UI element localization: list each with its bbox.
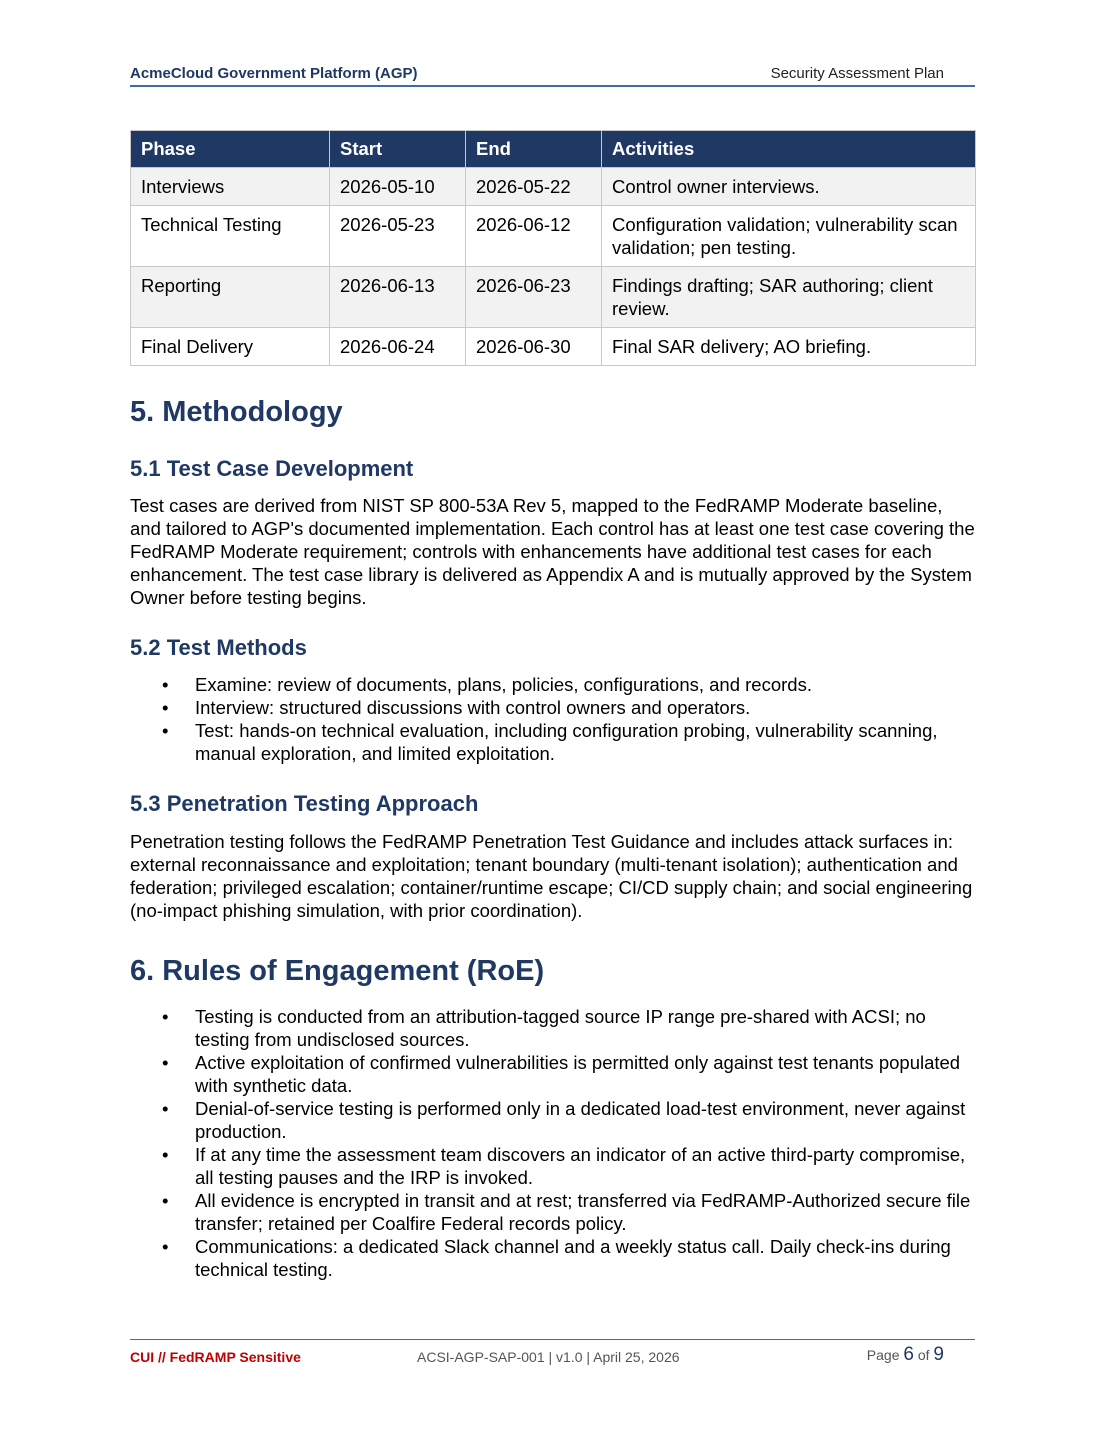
table-header-row <box>131 131 976 168</box>
cell-activities: Control owner interviews. <box>602 168 976 206</box>
list-item-text: Denial-of-service testing is performed only in a dedicated load-test environment, never against production. <box>195 1098 966 1142</box>
cell-end: 2026-06-23 <box>466 267 602 328</box>
table-row <box>131 328 976 366</box>
list-item-text: All evidence is encrypted in transit and at rest; transferred via FedRAMP-Authorized secure file transfer; retained per Coalfire Federal records policy. <box>195 1190 971 1234</box>
total-pages: 9 <box>933 1344 944 1365</box>
rules-of-engagement-list <box>130 1005 975 1281</box>
table-row <box>131 168 976 206</box>
cell-phase: Interviews <box>131 168 330 206</box>
list-item <box>130 1235 975 1281</box>
cell-start: 2026-06-13 <box>330 267 466 328</box>
bullet-icon: • <box>162 697 169 718</box>
cell-phase: Reporting <box>131 267 330 328</box>
cell-start: 2026-05-23 <box>330 206 466 267</box>
list-item <box>130 1189 975 1235</box>
cell-phase: Final Delivery <box>131 328 330 366</box>
document-id: ACSI-AGP-SAP-001 | v1.0 | April 25, 2026 <box>417 1349 680 1365</box>
list-item-text: Communications: a dedicated Slack channel and a weekly status call. Daily check-ins during technical testing. <box>195 1236 951 1280</box>
page-word: Page <box>866 1347 900 1363</box>
test-methods-list <box>130 673 975 765</box>
schedule-table <box>130 130 976 366</box>
col-header-end: End <box>466 131 602 168</box>
col-header-activities: Activities <box>602 131 976 168</box>
page-number <box>867 1344 944 1366</box>
bullet-icon: • <box>162 720 169 741</box>
list-item-text: Active exploitation of confirmed vulnerabilities is permitted only against test tenants populated with synthetic data. <box>195 1052 961 1096</box>
subsection-5-1-paragraph: Test cases are derived from NIST SP 800-53A Rev 5, mapped to the FedRAMP Moderate baseline, and tailored to AGP's documented implementation. Each control has at least one test case covering the FedRAMP Moderate requirement; controls with enhancements have additional test cases for each enhancement. The test case library is delivered as Appendix A and is mutually approved by the System Owner before testing begins. <box>130 495 975 608</box>
header-system-name: AcmeCloud Government Platform (AGP) <box>130 65 418 82</box>
list-item <box>130 696 975 719</box>
col-header-phase: Phase <box>131 131 330 168</box>
cell-activities: Final SAR delivery; AO briefing. <box>602 328 976 366</box>
of-word: of <box>917 1347 930 1363</box>
list-item <box>130 1097 975 1143</box>
document-page <box>130 0 975 1430</box>
cell-end: 2026-06-12 <box>466 206 602 267</box>
subsection-5-2-heading: 5.2 Test Methods <box>130 635 307 660</box>
cell-activities: Findings drafting; SAR authoring; client review. <box>602 267 976 328</box>
bullet-icon: • <box>162 1006 169 1027</box>
list-item-text: Interview: structured discussions with control owners and operators. <box>195 697 751 718</box>
table-row <box>131 267 976 328</box>
cell-activities: Configuration validation; vulnerability scan validation; pen testing. <box>602 206 976 267</box>
bullet-icon: • <box>162 1052 169 1073</box>
list-item <box>130 1051 975 1097</box>
list-item-text: Testing is conducted from an attribution-tagged source IP range pre-shared with ACSI; no testing from undisclosed sources. <box>195 1006 926 1050</box>
bullet-icon: • <box>162 1190 169 1211</box>
table-row <box>131 206 976 267</box>
header-document-title: Security Assessment Plan <box>770 65 944 82</box>
bullet-icon: • <box>162 674 169 695</box>
cell-phase: Technical Testing <box>131 206 330 267</box>
list-item <box>130 673 975 696</box>
page-header <box>130 64 975 87</box>
col-header-start: Start <box>330 131 466 168</box>
bullet-icon: • <box>162 1236 169 1257</box>
section-6-heading: 6. Rules of Engagement (RoE) <box>130 955 545 987</box>
bullet-icon: • <box>162 1098 169 1119</box>
cell-end: 2026-05-22 <box>466 168 602 206</box>
list-item <box>130 1005 975 1051</box>
list-item <box>130 719 975 765</box>
section-5-heading: 5. Methodology <box>130 396 343 428</box>
cell-start: 2026-05-10 <box>330 168 466 206</box>
list-item <box>130 1143 975 1189</box>
list-item-text: Test: hands-on technical evaluation, including configuration probing, vulnerability scanning, manual exploration, and limited exploitation. <box>195 720 938 764</box>
bullet-icon: • <box>162 1144 169 1165</box>
page-footer <box>130 1339 975 1365</box>
subsection-5-3-heading: 5.3 Penetration Testing Approach <box>130 791 479 816</box>
cell-start: 2026-06-24 <box>330 328 466 366</box>
subsection-5-1-heading: 5.1 Test Case Development <box>130 456 414 481</box>
current-page: 6 <box>903 1344 914 1365</box>
list-item-text: Examine: review of documents, plans, policies, configurations, and records. <box>195 674 812 695</box>
classification-marking: CUI // FedRAMP Sensitive <box>130 1349 301 1365</box>
subsection-5-3-paragraph: Penetration testing follows the FedRAMP Penetration Test Guidance and includes attack surfaces in: external reconnaissance and exploitation; tenant boundary (multi-tenant isolation); authentication and federation; privileged escalation; container/runtime escape; CI/CD supply chain; and social engineering (no-impact phishing simulation, with prior coordination). <box>130 831 973 921</box>
cell-end: 2026-06-30 <box>466 328 602 366</box>
list-item-text: If at any time the assessment team discovers an indicator of an active third-party compromise, all testing pauses and the IRP is invoked. <box>195 1144 966 1188</box>
